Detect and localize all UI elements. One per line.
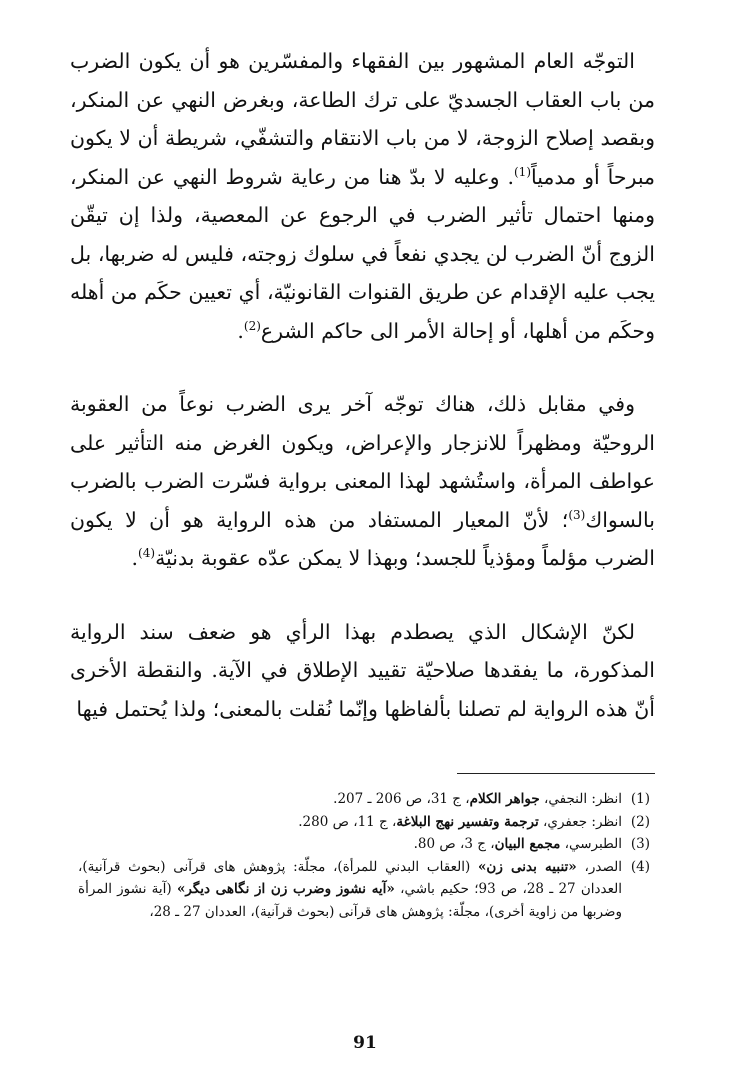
footnote-marker[interactable]: (3)	[568, 507, 586, 522]
footnote-source-title: ترجمة وتفسير نهج البلاغة	[396, 813, 539, 830]
footnote-segment: الطبرسي،	[560, 836, 622, 852]
footnote-2	[78, 811, 650, 834]
footnote-source-title: جواهر الكلام	[469, 791, 540, 807]
paragraph-1	[70, 42, 655, 350]
footnote-1	[78, 788, 650, 811]
paragraph-2	[70, 385, 655, 578]
footnote-segment: ، ج 11، ص 280.	[298, 813, 397, 830]
footnote-text	[78, 788, 622, 811]
paragraph-text: التوجّه العام المشهور بين الفقهاء والمفسّرين هو أن يكون الضرب من باب العقاب الجسديّ على ترك الطاعة، وبغرض النهي عن المنكر، وبقصد إصلاح الزوجة، لا من باب الانتقام والتشفّي، شريطة أن لا يكون مبرحاً أو مدمياً	[70, 49, 655, 189]
paragraph-text: وفي مقابل ذلك، هناك توجّه آخر يرى الضرب نوعاً من العقوبة الروحيّة ومظهراً للانزجار والإعراض، ويكون الغرض منه التأثير على عواطف المرأة، واستُشهد لهذا المعنى برواية فسّرت الضرب بالضرب بالسواك	[70, 392, 655, 532]
footnote-marker[interactable]: (2)	[243, 318, 261, 333]
footnote-text	[78, 856, 622, 924]
footnote-segment: انظر: النجفي،	[539, 791, 622, 807]
footnote-segment: انظر: جعفري،	[538, 813, 622, 830]
footnote-text	[78, 833, 622, 856]
footnote-segment: ، ج 31، ص 206 ـ 207.	[333, 791, 470, 807]
footnote-segment: ، ج 3، ص 80.	[413, 836, 495, 852]
paragraph-text: .	[131, 546, 139, 570]
footnote-source-title: «آيه نشوز وضرب زن از نگاهى ديگر»	[176, 881, 395, 897]
paragraph-text: . وعليه لا بدّ هنا من رعاية شروط النهي عن المنكر، ومنها احتمال تأثير الضرب في الرجوع عن المعصية، ولذا إن تيقّن الزوج أنّ الضرب لن يجدي نفعاً في سلوك زوجته، فليس له ضربها، بل يجب عليه الإقدام عن طريق القنوات القانونيّة، أي تعيين حكَم من أهله وحكَم من أهلها، أو إحالة الأمر الى حاكم الشرع	[70, 164, 655, 343]
paragraph-3	[70, 613, 655, 729]
footnote-source-title: مجمع البيان	[494, 836, 561, 852]
footnote-number: (1)	[630, 791, 650, 807]
footnote-separator	[457, 773, 655, 774]
footnote-number: (3)	[630, 836, 650, 852]
footnote-3	[78, 833, 650, 856]
page-number: 91	[353, 1033, 377, 1053]
footnote-segment: (آية نشوز المرأة وضربها من زاوية أخرى)، مجلّة: پژوهش هاى قرآنى (بحوث قرآنية)، العددان 27 ـ 28،	[78, 881, 622, 920]
footnote-number: (2)	[630, 813, 650, 830]
paragraph-text: .	[237, 318, 244, 343]
paragraph-text: لكنّ الإشكال الذي يصطدم بهذا الرأي هو ضعف سند الرواية المذكورة، ما يفقدها صلاحيّة تقييد الإطلاق في الآية. والنقطة الأخرى أنّ هذه الرواية لم تصلنا بألفاظها وإنّما نُقلت بالمعنى؛ ولذا يُحتمل فيها	[70, 619, 655, 721]
footnote-marker[interactable]: (4)	[138, 546, 156, 561]
footnote-number: (4)	[630, 858, 650, 875]
footnote-text	[78, 811, 622, 834]
footnote-marker[interactable]: (1)	[513, 164, 531, 179]
footnote-source-title: «تنبيه بدنى زن»	[477, 858, 577, 875]
main-text	[70, 42, 655, 728]
footnote-segment: الصدر،	[576, 858, 623, 875]
paragraph-text: ؛ لأنّ المعيار المستفاد من هذه الرواية هو أن لا يكون الضرب مؤلماً ومؤذياً للجسد؛ وبهذا لا يمكن عدّه عقوبة بدنيّة	[70, 507, 655, 570]
footnote-4	[78, 856, 650, 924]
footnotes	[78, 788, 650, 923]
footnote-segment: (العقاب البدني للمرأة)، مجلّة: پژوهش هاى قرآنى (بحوث قرآنية)، العددان 27 ـ 28، ص 93؛ حكيم باشي،	[78, 858, 622, 897]
